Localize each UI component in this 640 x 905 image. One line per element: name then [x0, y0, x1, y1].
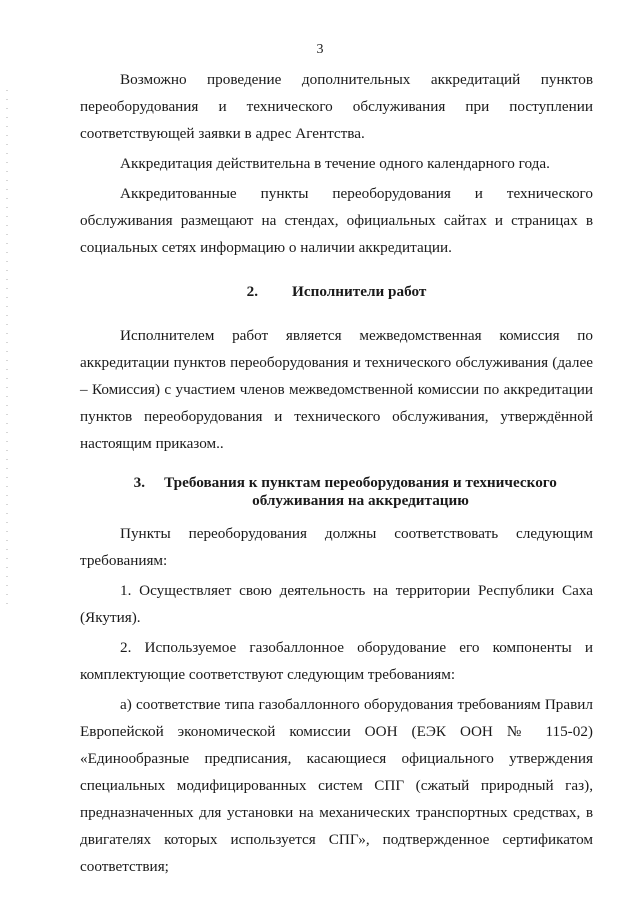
paragraph-additional-accreditation: Возможно проведение дополнительных аккредитаций пунктов переоборудования и технического обслуживания при поступлении соответствующей заявки в адрес Агентства.: [80, 71, 593, 142]
section-3-heading: [80, 474, 593, 510]
paragraph-validity: Аккредитация действительна в течение одного календарного года.: [120, 155, 550, 172]
document-body: [80, 66, 593, 880]
paragraph-publication: Аккредитованные пункты переоборудования и технического обслуживания размещают на стендах, официальных сайтах и страницах в социальных сетях информацию о наличии аккредитации.: [80, 185, 593, 256]
section-2-title: Исполнители работ: [292, 283, 427, 300]
requirement-item-a: а) соответствие типа газобаллонного оборудования требованиям Правил Европейской экономической комиссии ООН (ЕЭК ООН № 115-02) «Единообразные предписания, касающиеся официального утверждения специальных модифицированных систем СПГ (сжатый природный газ), предназначенных для установки на механических транспортных средствах, в двигателях которых используется СПГ», подтвержденное сертификатом соответствия;: [80, 696, 593, 875]
section-2-text: Исполнителем работ является межведомственная комиссия по аккредитации пунктов переоборудования и технического обслуживания (далее – Комиссия) с участием членов межведомственной комиссии по аккредитации пунктов переоборудования и технического обслуживания, утверждённой настоящим приказом..: [80, 327, 593, 452]
page-number: 3: [316, 42, 324, 57]
section-3-number: 3.: [133, 474, 145, 491]
requirement-item-1: 1. Осуществляет свою деятельность на территории Республики Саха (Якутия).: [80, 582, 593, 626]
requirement-item-2: 2. Используемое газобаллонное оборудование его компоненты и комплектующие соответствуют следующим требованиям:: [80, 639, 593, 683]
section-2-number: 2.: [246, 283, 259, 300]
section-3-title: Требования к пунктам переоборудования и технического облуживания на аккредитацию: [164, 474, 557, 509]
section-3-intro: Пункты переоборудования должны соответствовать следующим требованиям:: [80, 525, 593, 569]
section-2-heading: [80, 278, 593, 305]
scan-edge-marks: [6, 90, 8, 610]
